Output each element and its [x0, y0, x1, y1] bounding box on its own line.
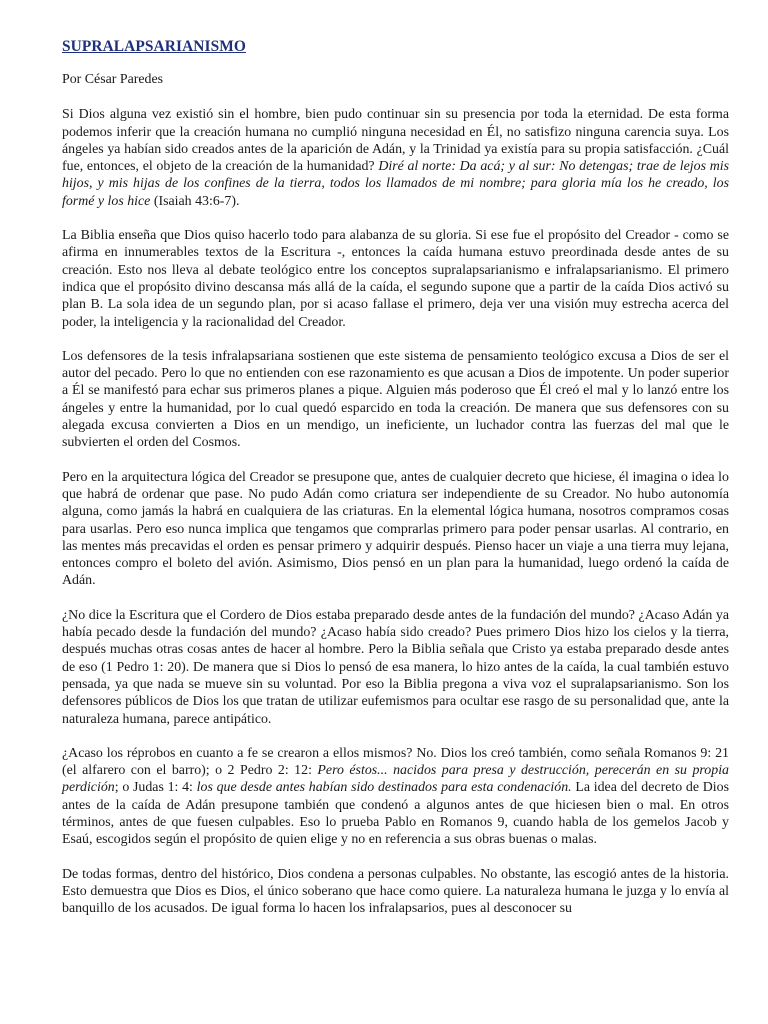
paragraph-text: ¿No dice la Escritura que el Cordero de Dios estaba preparado desde antes de la fundación del mundo? ¿Acaso Adán ya había pecado desde la fundación del mundo? ¿Acaso había sido creado? Pues primero Dios hizo los cielos y la tierra, después muchas otras cosas antes de hacer al hombre. Pero la Biblia señala que Cristo ya estaba preparado desde antes de eso (1 Pedro 1: 20). De manera que si Dios lo pensó de esa manera, lo hizo antes de la caída, la cual también estuvo pensada, ya que nada se mueve sin su voluntad. Por eso la Biblia pregona a viva voz el supralapsarianismo. Son los defensores públicos de Dios los que tratan de utilizar eufemismos para ocultar ese rasgo de su personalidad que, ante la naturaleza humana, parece antipático. — [62, 607, 729, 727]
paragraph-text: La idea del decreto de Dios antes de la caída de Adán presupone también que condenó a algunos antes de que hiciesen bien o mal. En otros términos, antes de que fuesen culpables. Eso lo prueba Pablo en Romanos 9, cuando habla de los gemelos Jacob y Esaú, escogidos según el propósito de quien elige y no en referencia a sus obras buenas o malas. — [62, 780, 729, 848]
paragraph — [62, 607, 729, 728]
scripture-quote: Diré al norte: Da acá; y al sur: No detengas; trae de lejos mis hijos, y mis hijas de los confines de la tierra, todos los llamados de mi nombre; para gloria mía los he creado, los formé y los hice — [62, 159, 729, 209]
document-body — [62, 106, 729, 917]
paragraph-text: De todas formas, dentro del histórico, Dios condena a personas culpables. No obstante, las escogió antes de la historia. Esto demuestra que Dios es Dios, el único soberano que hace como quiere. La naturaleza humana le juzga y lo envía al banquillo de los acusados. De igual forma lo hacen los infralapsarios, pues al desconocer su — [62, 866, 729, 917]
paragraph — [62, 106, 729, 210]
paragraph — [62, 348, 729, 452]
document-title: SUPRALAPSARIANISMO — [62, 38, 246, 55]
paragraph-text: ¿Acaso los réprobos en cuanto a fe se crearon a ellos mismos? No. Dios los creó también, como señala Romanos 9: 21 (el alfarero con el barro); o 2 Pedro 2: 12: — [62, 745, 729, 779]
paragraph-text: Pero en la arquitectura lógica del Creador se presupone que, antes de cualquier decreto que hiciese, él imagina o idea lo que habrá de ordenar que pase. No pudo Adán como criatura ser independiente de su Creador. No hubo autonomía alguna, como jamás la habrá en cualquiera de las criaturas. En la elemental lógica humana, nosotros compramos cosas para usarlas. Pero eso nunca implica que tengamos que comprarlas primero para poder pensar usarlas. Al contrario, en las mentes más precavidas el orden es pensar primero y adquirir después. Pienso hacer un viaje a una tierra muy lejana, entonces compro el boleto del avión. Asimismo, Dios pensó en un plan para la humanidad, luego ordenó la caída de Adán. — [62, 469, 729, 589]
scripture-quote: Pero éstos... nacidos para presa y destrucción, perecerán en su propia perdición — [62, 763, 730, 796]
paragraph — [62, 227, 729, 331]
document-author: Por César Paredes — [62, 72, 164, 87]
paragraph-text: Los defensores de la tesis infralapsariana sostienen que este sistema de pensamiento teológico excusa a Dios de ser el autor del pecado. Pero lo que no entienden con ese razonamiento es que acusan a Dios de impotente. Un poder superior a Él se manifestó para echar sus primeros planes a pique. Alguien más poderoso que Él creó el mal y lo lanzó entre los ángeles y entre la humanidad, por lo cual quedó esparcido en toda la creación. De manera que sus defensores con su alegada excusa convierten a Dios en un mendigo, un ineficiente, un luchador contra las fuerzas del mal que le subvierten el orden del Cosmos. — [62, 348, 729, 451]
paragraph-text: (Isaiah 43:6-7). — [150, 193, 240, 209]
paragraph-text: Si Dios alguna vez existió sin el hombre, bien pudo continuar sin su presencia por toda la eternidad. De esta forma podemos inferir que la creación humana no cumplió ninguna necesidad en Él, no satisfizo ninguna carencia suya. Los ángeles ya habían sido creados antes de la aparición de Adán, y la Trinidad ya existía para su propia satisfacción. ¿Cuál fue, entonces, el objeto de la creación de la humanidad? — [62, 107, 729, 175]
paragraph — [62, 745, 729, 849]
paragraph — [62, 469, 729, 590]
scripture-quote: los que desde antes habían sido destinados para esta condenación. — [196, 780, 572, 796]
paragraph-text: ; o Judas 1: 4: — [114, 780, 197, 796]
document-page — [62, 38, 729, 934]
paragraph — [62, 866, 729, 918]
paragraph-text: La Biblia enseña que Dios quiso hacerlo todo para alabanza de su gloria. Si ese fue el propósito del Creador - como se afirma en innumerables textos de la Escritura -, entonces la caída humana estuvo preordinada desde antes de su creación. Esto nos lleva al debate teológico entre los conceptos supralapsarianismo e infralapsarianismo. El primero indica que el propósito divino descansa más allá de la caída, el segundo supone que a partir de la caída Dios activó su plan B. La sola idea de un segundo plan, por si acaso fallase el primero, deja ver una visión muy estrecha acerca del poder, la inteligencia y la racionalidad del Creador. — [62, 228, 729, 330]
